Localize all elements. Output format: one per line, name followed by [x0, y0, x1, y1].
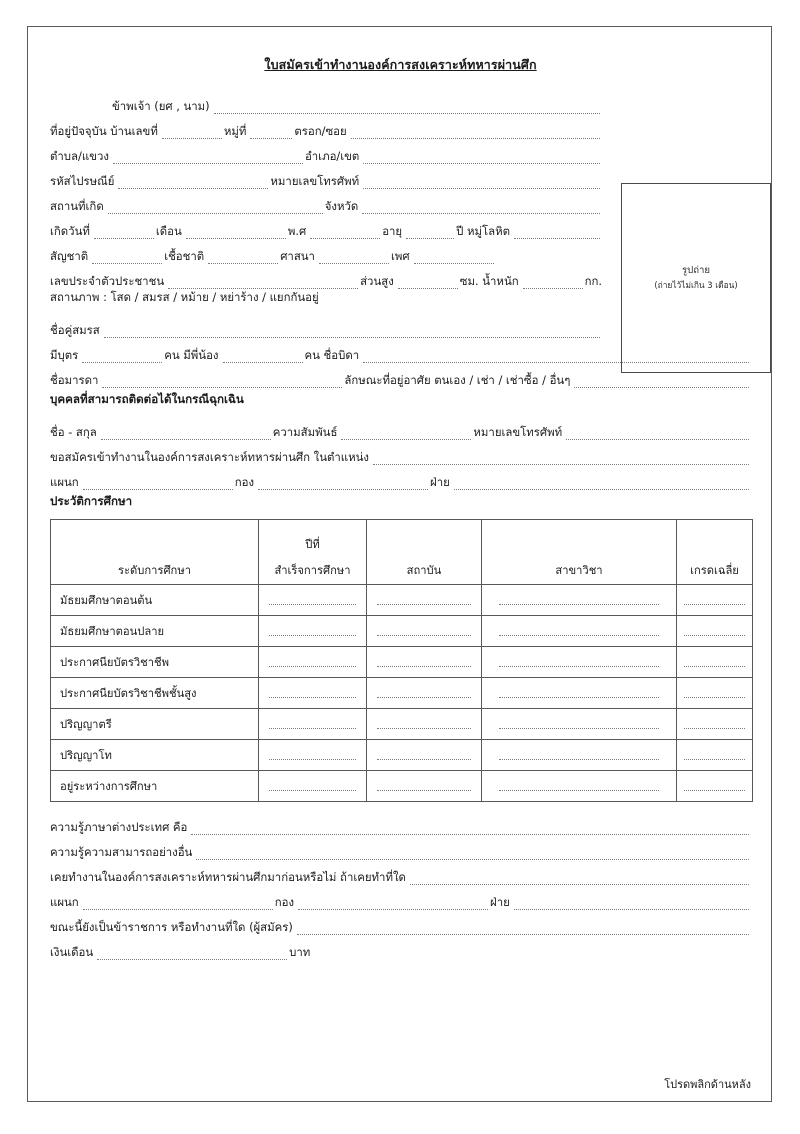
input-birth-day[interactable] [94, 227, 154, 239]
label-ethnicity: เชื้อชาติ [164, 249, 205, 264]
col-header-gpa: เกรดเฉลี่ย [677, 520, 753, 585]
label-religion: ศาสนา [280, 249, 315, 264]
cell-year[interactable] [259, 647, 367, 678]
cell-level: อยู่ระหว่างการศึกษา [51, 771, 259, 802]
input-religion[interactable] [319, 252, 389, 264]
input-gpa[interactable] [684, 688, 746, 698]
field-birthdate [50, 214, 602, 239]
label-weight-unit: กก. [584, 274, 603, 289]
label-prev-department: ฝ่าย [490, 895, 510, 910]
label-applicant-name: ข้าพเจ้า (ยศ , นาม) [112, 99, 210, 114]
cell-year[interactable] [259, 585, 367, 616]
education-table-body [51, 585, 753, 802]
input-prev-division[interactable] [298, 898, 488, 910]
input-salary[interactable] [97, 948, 287, 960]
label-subdistrict: ตำบล/แขวง [50, 149, 109, 164]
label-blood-group: ปี หมู่โลหิต [456, 224, 510, 239]
input-applied-position[interactable] [373, 453, 749, 465]
cell-gpa[interactable] [677, 678, 753, 709]
input-spouse-name[interactable] [104, 326, 600, 338]
input-major[interactable] [499, 626, 658, 636]
cell-major[interactable] [482, 771, 677, 802]
input-year[interactable] [269, 750, 357, 760]
field-postcode-phone [50, 164, 602, 189]
label-postcode: รหัสไปรษณีย์ [50, 174, 115, 189]
table-row [51, 771, 753, 802]
input-gpa[interactable] [684, 750, 746, 760]
table-row [51, 709, 753, 740]
label-other-skills: ความรู้ความสามารถอย่างอื่น [50, 845, 193, 860]
input-weight[interactable] [523, 277, 583, 289]
cell-level: ประกาศนียบัตรวิชาชีพ [51, 647, 259, 678]
table-row [51, 678, 753, 709]
label-prev-section: แผนก [50, 895, 79, 910]
field-current-address [50, 114, 602, 139]
input-subdistrict[interactable] [113, 152, 303, 164]
col-header-major: สาขาวิชา [482, 520, 677, 585]
input-applicant-name[interactable] [214, 102, 600, 114]
field-previous-org-unit [50, 885, 751, 910]
input-section[interactable] [83, 478, 233, 490]
input-major[interactable] [499, 688, 658, 698]
input-year[interactable] [269, 688, 357, 698]
label-height-unit-weight: ซม. น้ำหนัก [459, 274, 519, 289]
cell-institution[interactable] [367, 771, 482, 802]
input-emergency-phone[interactable] [566, 428, 749, 440]
education-table-header-row [51, 520, 753, 585]
field-other-skills [50, 835, 751, 860]
input-major[interactable] [499, 750, 658, 760]
input-institution[interactable] [377, 688, 470, 698]
input-ethnicity[interactable] [208, 252, 278, 264]
input-year[interactable] [269, 626, 357, 636]
input-birth-year[interactable] [310, 227, 380, 239]
col-header-graduation-year [259, 520, 367, 585]
input-department[interactable] [454, 478, 749, 490]
cell-major[interactable] [482, 709, 677, 740]
field-spouse-name [50, 313, 602, 338]
education-heading: ประวัติการศึกษา [50, 494, 133, 508]
input-blood-group[interactable] [514, 227, 600, 239]
input-house-number[interactable] [162, 127, 222, 139]
page-title: ใบสมัครเข้าทำงานองค์การสงเคราะห์ทหารผ่านศึก [264, 57, 537, 72]
input-gpa[interactable] [684, 595, 746, 605]
input-birthplace[interactable] [108, 202, 323, 214]
label-mother-name: ชื่อมารดา [50, 373, 99, 388]
table-row [51, 585, 753, 616]
input-gpa[interactable] [684, 657, 746, 667]
label-soi: ตรอก/ซอย [294, 124, 347, 139]
input-institution[interactable] [377, 750, 470, 760]
field-nationality [50, 239, 602, 264]
label-salary-unit: บาท [289, 945, 311, 960]
input-postcode[interactable] [118, 177, 268, 189]
input-id-card[interactable] [168, 277, 358, 289]
col-header-year-line1: ปีที่ [305, 538, 320, 551]
label-housing-type[interactable]: ลักษณะที่อยู่อาศัย ตนเอง / เช่า / เช่าซื้อ / อื่นๆ [344, 373, 571, 388]
label-birthplace-province: จังหวัด [324, 199, 359, 214]
label-id-card: เลขประจำตัวประชาชน [50, 274, 165, 289]
label-gender: เพศ [390, 249, 410, 264]
table-row [51, 740, 753, 771]
cell-institution[interactable] [367, 709, 482, 740]
input-institution[interactable] [377, 595, 470, 605]
field-current-employment [50, 910, 751, 935]
cell-level: ประกาศนียบัตรวิชาชีพชั้นสูง [51, 678, 259, 709]
form-body [50, 41, 751, 1091]
input-major[interactable] [499, 719, 658, 729]
label-prev-division: กอง [274, 895, 295, 910]
input-prev-department[interactable] [514, 898, 749, 910]
input-prev-section[interactable] [83, 898, 273, 910]
label-district: อำเภอ/เขต [304, 149, 360, 164]
label-foreign-language: ความรู้ภาษาต่างประเทศ คือ [50, 820, 188, 835]
label-division: กอง [234, 475, 255, 490]
field-id-card [50, 264, 602, 289]
label-previous-employment: เคยทำงานในองค์การสงเคราะห์ทหารผ่านศึกมาก่อนหรือไม่ ถ้าเคยทำที่ใด [50, 870, 406, 885]
cell-year[interactable] [259, 678, 367, 709]
input-nationality[interactable] [92, 252, 162, 264]
col-header-level: ระดับการศึกษา [51, 520, 259, 585]
input-birth-month[interactable] [186, 227, 286, 239]
input-gpa[interactable] [684, 781, 746, 791]
label-height: ส่วนสูง [360, 274, 394, 289]
cell-gpa[interactable] [677, 771, 753, 802]
cell-major[interactable] [482, 647, 677, 678]
cell-gpa[interactable] [677, 616, 753, 647]
field-birthplace [50, 189, 602, 214]
field-org-unit [50, 465, 751, 490]
input-year[interactable] [269, 719, 357, 729]
cell-major[interactable] [482, 740, 677, 771]
label-father-name: คน ชื่อบิดา [304, 348, 360, 363]
input-district[interactable] [363, 152, 600, 164]
field-marital-status[interactable]: สถานภาพ : โสด / สมรส / หม้าย / หย่าร้าง / แยกกันอยู่ [50, 290, 319, 304]
input-major[interactable] [499, 595, 658, 605]
input-soi[interactable] [351, 127, 600, 139]
label-department: ฝ่าย [430, 475, 450, 490]
input-height[interactable] [398, 277, 458, 289]
label-address: ที่อยู่ปัจจุบัน บ้านเลขที่ [50, 124, 158, 139]
input-birthplace-province[interactable] [362, 202, 600, 214]
cell-level: ปริญญาโท [51, 740, 259, 771]
label-birth-year: พ.ศ [287, 224, 307, 239]
cell-year[interactable] [259, 771, 367, 802]
label-children: มีบุตร [50, 348, 79, 363]
table-row [51, 647, 753, 678]
field-salary [50, 935, 751, 960]
input-institution[interactable] [377, 719, 470, 729]
cell-level: มัธยมศึกษาตอนปลาย [51, 616, 259, 647]
input-major[interactable] [499, 781, 658, 791]
cell-institution[interactable] [367, 740, 482, 771]
cell-level: ปริญญาตรี [51, 709, 259, 740]
cell-major[interactable] [482, 616, 677, 647]
field-applicant-name [50, 89, 602, 114]
cell-year[interactable] [259, 740, 367, 771]
input-gpa[interactable] [684, 626, 746, 636]
label-spouse-name: ชื่อคู่สมรส [50, 323, 100, 338]
cell-major[interactable] [482, 585, 677, 616]
input-siblings-count[interactable] [223, 351, 303, 363]
input-other-skills[interactable] [196, 848, 749, 860]
input-mother-name[interactable] [102, 376, 342, 388]
field-foreign-language [50, 810, 751, 835]
cell-institution[interactable] [367, 647, 482, 678]
field-applied-position [50, 440, 751, 465]
label-emergency-name: ชื่อ - สกุล [50, 425, 97, 440]
input-moo[interactable] [250, 127, 292, 139]
input-emergency-name[interactable] [101, 428, 271, 440]
photo-placeholder-box[interactable] [621, 183, 771, 373]
skills-experience-section [50, 810, 751, 960]
col-header-institution: สถาบัน [367, 520, 482, 585]
label-applied-position: ขอสมัครเข้าทำงานในองค์การสงเคราะห์ทหารผ่านศึก ในตำแหน่ง [50, 450, 369, 465]
input-previous-employment[interactable] [410, 873, 749, 885]
col-header-year-line2: สำเร็จการศึกษา [274, 564, 351, 577]
input-age[interactable] [406, 227, 454, 239]
input-emergency-relation[interactable] [341, 428, 471, 440]
input-phone[interactable] [363, 177, 600, 189]
label-birth-month: เดือน [155, 224, 182, 239]
table-row [51, 616, 753, 647]
input-year[interactable] [269, 595, 357, 605]
label-emergency-phone: หมายเลขโทรศัพท์ [473, 425, 563, 440]
photo-note: (ถ่ายไว้ไม่เกิน 3 เดือน) [654, 279, 738, 290]
field-subdistrict-district [50, 139, 602, 164]
cell-year[interactable] [259, 709, 367, 740]
label-current-employment: ขณะนี้ยังเป็นข้าราชการ หรือทำงานที่ใด (ผู้สมัคร) [50, 920, 293, 935]
label-siblings: คน มีพี่น้อง [164, 348, 219, 363]
cell-level: มัธยมศึกษาตอนต้น [51, 585, 259, 616]
cell-gpa[interactable] [677, 740, 753, 771]
cell-institution[interactable] [367, 585, 482, 616]
label-moo: หมู่ที่ [223, 124, 247, 139]
input-foreign-language[interactable] [191, 823, 749, 835]
education-table [50, 519, 753, 802]
cell-institution[interactable] [367, 616, 482, 647]
input-gpa[interactable] [684, 719, 746, 729]
emergency-contact-heading: บุคคลที่สามารถติดต่อได้ในกรณีฉุกเฉิน [50, 392, 244, 406]
label-section: แผนก [50, 475, 79, 490]
field-emergency-contact [50, 415, 751, 440]
input-children-count[interactable] [82, 351, 162, 363]
label-birth-day: เกิดวันที่ [50, 224, 90, 239]
input-year[interactable] [269, 781, 357, 791]
input-major[interactable] [499, 657, 658, 667]
input-division[interactable] [258, 478, 428, 490]
label-age: อายุ [382, 224, 403, 239]
input-institution[interactable] [377, 781, 470, 791]
personal-info-section [50, 89, 602, 338]
input-gender[interactable] [414, 252, 494, 264]
cell-year[interactable] [259, 616, 367, 647]
label-emergency-relation: ความสัมพันธ์ [272, 425, 338, 440]
input-institution[interactable] [377, 657, 470, 667]
cell-gpa[interactable] [677, 709, 753, 740]
input-current-employment[interactable] [297, 923, 749, 935]
label-salary: เงินเดือน [50, 945, 94, 960]
input-housing-other[interactable] [574, 376, 749, 388]
field-previous-employment [50, 860, 751, 885]
label-phone: หมายเลขโทรศัพท์ [270, 174, 360, 189]
photo-label: รูปถ่าย [681, 265, 711, 277]
form-page [27, 26, 772, 1102]
footer-turn-over-note: โปรดพลิกด้านหลัง [664, 1078, 751, 1091]
input-year[interactable] [269, 657, 357, 667]
cell-major[interactable] [482, 678, 677, 709]
label-nationality: สัญชาติ [50, 249, 89, 264]
label-birthplace: สถานที่เกิด [50, 199, 104, 214]
cell-gpa[interactable] [677, 647, 753, 678]
cell-institution[interactable] [367, 678, 482, 709]
input-institution[interactable] [377, 626, 470, 636]
cell-gpa[interactable] [677, 585, 753, 616]
